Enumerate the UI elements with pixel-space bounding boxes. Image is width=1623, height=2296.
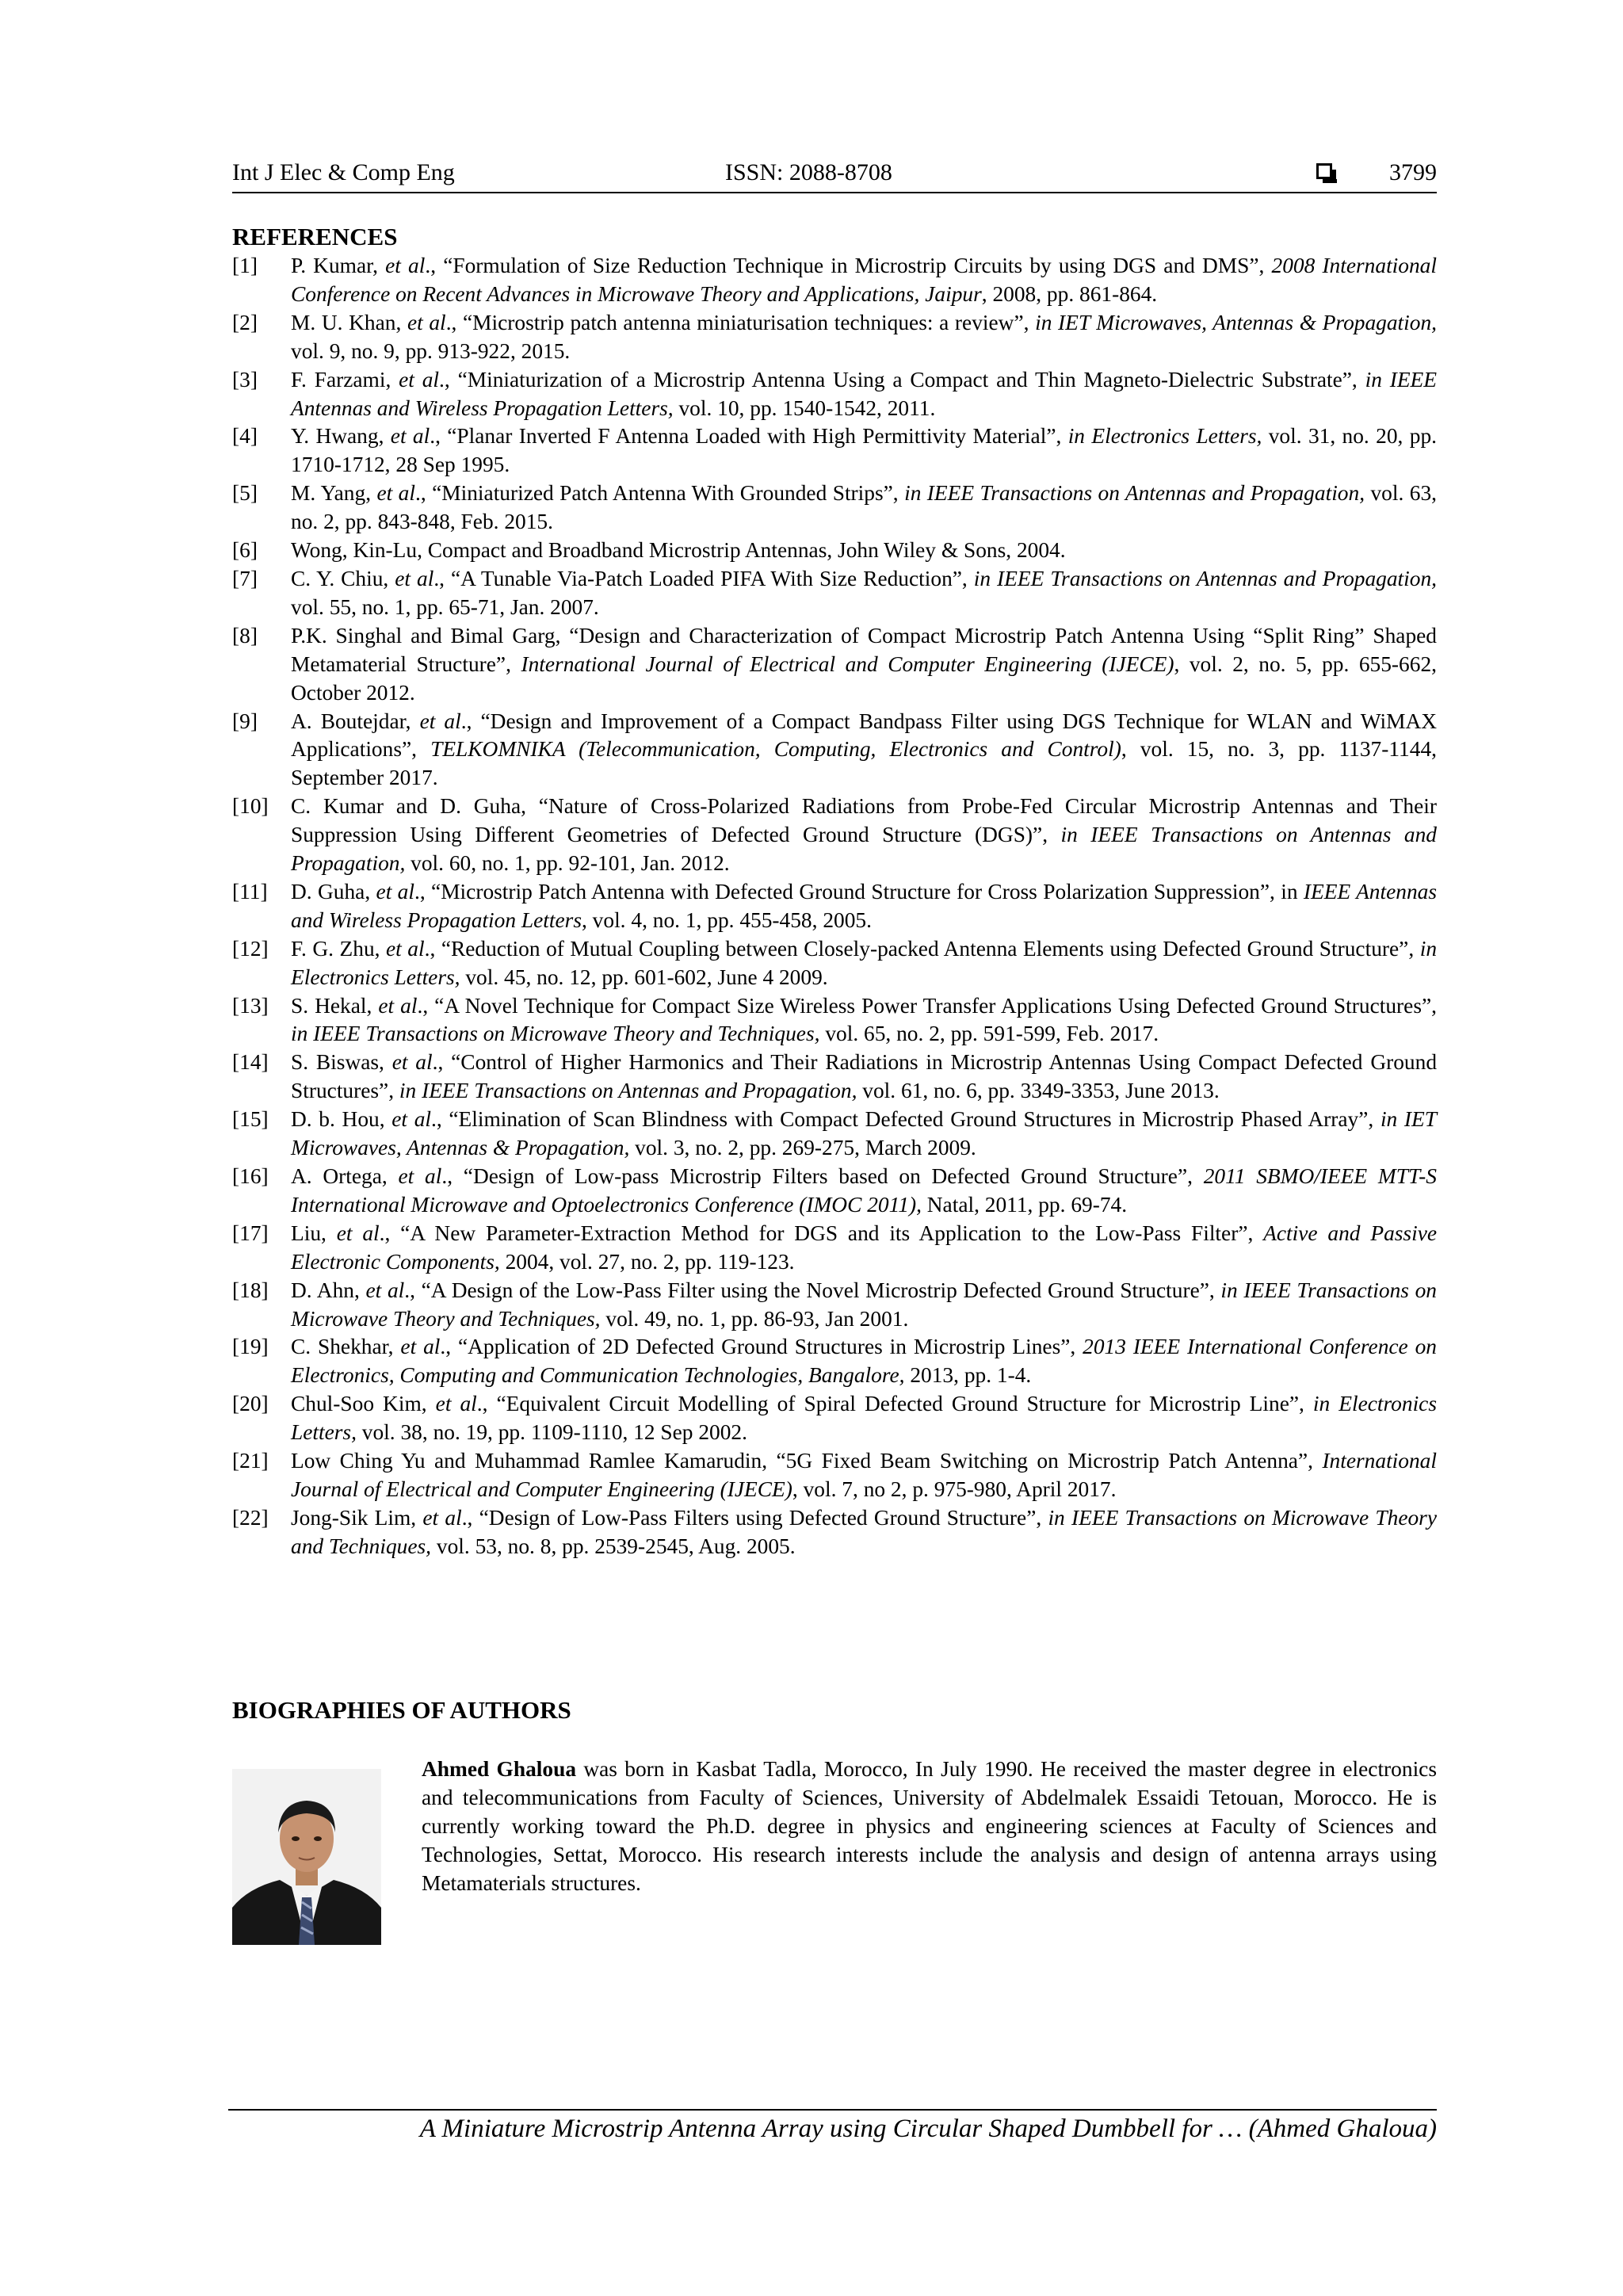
reference-text xyxy=(291,1333,1437,1390)
reference-number: [15] xyxy=(232,1107,269,1132)
reference-italic: in IEEE Transactions on Antennas and Propagation, xyxy=(399,1079,857,1103)
reference-number: [8] xyxy=(232,623,258,648)
reference-number: [5] xyxy=(232,481,258,506)
reference-italic: et al xyxy=(391,1107,432,1132)
reference-text xyxy=(291,1277,1437,1334)
reference-text xyxy=(291,252,1437,309)
reference-fragment: 2004, vol. 27, no. 2, pp. 119-123. xyxy=(499,1249,795,1274)
reference-number: [18] xyxy=(232,1278,269,1302)
reference-fragment: Liu, xyxy=(291,1221,337,1245)
reference-fragment: , vol. 15, no. 3, pp. 1137-1144, September 2017. xyxy=(291,737,1437,790)
reference-item xyxy=(232,878,1437,935)
reference-item xyxy=(232,479,1437,537)
reference-italic: et al xyxy=(378,993,418,1018)
reference-fragment: ., “Design of Low-Pass Filters using Defected Ground Structure”, xyxy=(461,1505,1048,1530)
reference-text xyxy=(291,708,1437,793)
reference-number: [16] xyxy=(232,1164,269,1188)
reference-text xyxy=(291,422,1437,479)
reference-fragment: vol. 63, no. 2, pp. 843-848, Feb. 2015. xyxy=(291,481,1437,534)
reference-italic: in Electronics Letters, xyxy=(291,1392,1437,1445)
reference-italic: et al xyxy=(419,709,461,733)
reference-fragment: vol. 49, no. 1, pp. 86-93, Jan 2001. xyxy=(600,1306,909,1331)
reference-italic: IEEE Antennas and Wireless Propagation Letters xyxy=(291,879,1438,932)
reference-italic: et al xyxy=(407,310,446,334)
reference-text xyxy=(291,366,1437,423)
reference-number: [10] xyxy=(232,794,269,819)
reference-fragment: M. Yang, xyxy=(291,481,377,506)
reference-italic: 2011 SBMO/IEEE MTT-S International Microwave and Optoelectronics Conference (IMOC 2011), xyxy=(291,1164,1437,1217)
reference-italic: et al xyxy=(435,1392,477,1416)
reference-item xyxy=(232,935,1437,992)
reference-fragment: ., “Application of 2D Defected Ground Structures in Microstrip Lines”, xyxy=(440,1335,1083,1359)
reference-italic: International Journal of Electrical and Computer Engineering (IJECE) xyxy=(291,1449,1437,1501)
reference-fragment: vol. 65, no. 2, pp. 591-599, Feb. 2017. xyxy=(819,1022,1159,1046)
reference-italic: 2008 International Conference on Recent Advances in Microwave Theory and Applications, Jaipur xyxy=(291,254,1437,306)
reference-fragment: ., “A Novel Technique for Compact Size Wireless Power Transfer Applications Using Defected Ground Structures”, xyxy=(417,993,1437,1018)
reference-fragment: ., “Planar Inverted F Antenna Loaded with High Permittivity Material”, xyxy=(430,424,1068,449)
reference-item xyxy=(232,793,1437,878)
reference-item xyxy=(232,1220,1437,1277)
reference-italic: et al xyxy=(390,424,430,449)
reference-fragment: C. Kumar and D. Guha, “Nature of Cross-Polarized Radiations from Probe-Fed Circular Microstrip Antennas and Their Suppression Using Different Geometries of Defected Ground Structure (DGS)”, xyxy=(291,794,1437,847)
reference-fragment: ., “Microstrip patch antenna miniaturisation techniques: a review”, xyxy=(445,310,1036,334)
reference-italic: et al xyxy=(422,1505,462,1530)
journal-abbreviation: Int J Elec & Comp Eng xyxy=(232,159,455,185)
reference-fragment: ., “A New Parameter-Extraction Method for DGS and its Application to the Low-Pass Filter”, xyxy=(379,1221,1264,1245)
reference-text xyxy=(291,878,1437,935)
biography-text: was born in Kasbat Tadla, Morocco, In July 1990. He received the master degree in electronics and telecommunications from Faculty of Sciences, University of Abdelmalek Essaidi Tetouan, Morocco. He is currently working toward the Ph.D. degree in physics and engineering sciences at Faculty of Sciences and Technologies, Settat, Morocco. His research interests include the analysis and design of antenna arrays using Metamaterials structures. xyxy=(422,1757,1437,1895)
reference-text xyxy=(291,309,1437,366)
reference-number: [11] xyxy=(232,879,268,904)
reference-item xyxy=(232,1390,1437,1447)
reference-italic: in Electronics Letters, xyxy=(291,936,1438,989)
reference-fragment: ., “Miniaturized Patch Antenna With Grounded Strips”, xyxy=(414,481,905,506)
reference-item xyxy=(232,1447,1437,1504)
reference-fragment: vol. 3, no. 2, pp. 269-275, March 2009. xyxy=(629,1136,976,1160)
reference-italic: et al xyxy=(376,879,414,904)
reference-number: [17] xyxy=(232,1221,269,1245)
reference-fragment: C. Y. Chiu, xyxy=(291,566,395,590)
reference-fragment: ., “Microstrip Patch Antenna with Defected Ground Structure for Cross Polarization Suppression”, in xyxy=(414,879,1304,904)
reference-italic: Active and Passive Electronic Components, xyxy=(291,1221,1438,1274)
reference-fragment: P.K. Singhal and Bimal Garg, “Design and Characterization of Compact Microstrip Patch Antenna Using “Split Ring” Shaped Metamaterial Structure”, xyxy=(291,623,1437,676)
reference-fragment: D. b. Hou, xyxy=(291,1107,392,1132)
reference-fragment: F. Farzami, xyxy=(291,367,399,392)
reference-text xyxy=(291,935,1437,992)
reference-number: [12] xyxy=(232,936,269,961)
reference-text xyxy=(291,793,1437,878)
reference-italic: et al xyxy=(399,367,440,392)
reference-fragment: P. Kumar, xyxy=(291,254,386,277)
references-heading: REFERENCES xyxy=(232,223,398,250)
reference-number: [22] xyxy=(232,1505,269,1530)
reference-text xyxy=(291,622,1437,708)
reference-fragment: , vol. 4, no. 1, pp. 455-458, 2005. xyxy=(581,907,872,932)
reference-text xyxy=(291,565,1437,622)
reference-italic: et al xyxy=(365,1278,405,1302)
reference-fragment: vol. 53, no. 8, pp. 2539-2545, Aug. 2005. xyxy=(431,1534,796,1558)
reference-italic: in IEEE Transactions on Antennas and Propagation, xyxy=(904,481,1365,506)
reference-italic: in IEEE Transactions on Microwave Theory and Techniques, xyxy=(291,1505,1437,1558)
reference-text xyxy=(291,1163,1437,1220)
reference-fragment: vol. 60, no. 1, pp. 92-101, Jan. 2012. xyxy=(405,851,730,876)
checkbox-square-icon xyxy=(1316,163,1332,179)
reference-text xyxy=(291,1106,1437,1163)
reference-item xyxy=(232,1163,1437,1220)
reference-item xyxy=(232,992,1437,1049)
reference-number: [14] xyxy=(232,1050,269,1075)
reference-number: [19] xyxy=(232,1335,269,1359)
reference-fragment: , 2008, pp. 861-864. xyxy=(981,281,1158,306)
reference-italic: in IEEE Transactions on Microwave Theory and Techniques, xyxy=(291,1022,820,1046)
reference-item xyxy=(232,1049,1437,1106)
reference-fragment: Jong-Sik Lim, xyxy=(291,1505,423,1530)
reference-number: [7] xyxy=(232,566,258,590)
reference-fragment: ., “Control of Higher Harmonics and Their Radiations in Microstrip Antennas Using Compact Defected Ground Structures”, xyxy=(291,1050,1438,1103)
reference-item xyxy=(232,366,1437,423)
reference-fragment: Wong, Kin-Lu, Compact and Broadband Microstrip Antennas, John Wiley & Sons, 2004. xyxy=(291,538,1066,563)
reference-fragment: , vol. 7, no 2, p. 975-980, April 2017. xyxy=(792,1477,1117,1501)
reference-fragment: Chul-Soo Kim, xyxy=(291,1392,436,1416)
reference-fragment: ., “Equivalent Circuit Modelling of Spiral Defected Ground Structure for Microstrip Line”, xyxy=(476,1392,1313,1416)
reference-fragment: D. Guha, xyxy=(291,879,376,904)
reference-italic: et al xyxy=(376,481,415,506)
reference-number: [21] xyxy=(232,1449,269,1473)
reference-fragment: vol. 55, no. 1, pp. 65-71, Jan. 2007. xyxy=(291,594,599,619)
reference-italic: in Electronics Letters, xyxy=(1067,424,1262,449)
running-header xyxy=(232,155,1437,193)
reference-fragment: ., “Formulation of Size Reduction Technique in Microstrip Circuits by using DGS and DMS”, xyxy=(425,254,1272,277)
issn: ISSN: 2088-8708 xyxy=(725,159,892,185)
reference-fragment: C. Shekhar, xyxy=(291,1335,401,1359)
biographies-heading: BIOGRAPHIES OF AUTHORS xyxy=(232,1696,571,1724)
reference-italic: in IEEE Transactions on Antennas and Propagation, xyxy=(973,566,1438,590)
reference-item xyxy=(232,1106,1437,1163)
reference-item xyxy=(232,565,1437,622)
reference-number: [9] xyxy=(232,709,258,733)
reference-number: [20] xyxy=(232,1392,269,1416)
reference-text xyxy=(291,1049,1437,1106)
reference-text xyxy=(291,992,1437,1049)
reference-text xyxy=(291,479,1437,537)
reference-fragment: Low Ching Yu and Muhammad Ramlee Kamarudin, “5G Fixed Beam Switching on Microstrip Patch Antenna”, xyxy=(291,1449,1323,1473)
reference-italic: et al xyxy=(398,1164,442,1188)
reference-fragment: ., “A Design of the Low-Pass Filter using the Novel Microstrip Defected Ground Structure”, xyxy=(404,1278,1221,1302)
reference-italic: et al xyxy=(391,1050,433,1075)
reference-italic: TELKOMNIKA (Telecommunication, Computing, Electronics and Control) xyxy=(430,737,1121,762)
author-name: Ahmed Ghaloua xyxy=(422,1757,577,1781)
reference-italic: in IET Microwaves, Antennas & Propagation, xyxy=(1035,310,1438,334)
reference-fragment: ., “Reduction of Mutual Coupling between Closely-packed Antenna Elements using Defected Ground Structure”, xyxy=(424,936,1420,961)
reference-text xyxy=(291,1220,1437,1277)
reference-italic: et al xyxy=(386,936,425,961)
reference-item xyxy=(232,422,1437,479)
reference-italic: et al xyxy=(385,254,426,277)
reference-fragment: D. Ahn, xyxy=(291,1278,366,1302)
reference-number: [6] xyxy=(232,538,258,563)
reference-fragment: S. Hekal, xyxy=(291,993,379,1018)
reference-item xyxy=(232,309,1437,366)
reference-fragment: , vol. 2, no. 5, pp. 655-662, October 2012. xyxy=(291,651,1437,705)
reference-fragment: ., “Design of Low-pass Microstrip Filters based on Defected Ground Structure”, xyxy=(441,1164,1204,1188)
reference-italic: in IEEE Transactions on Antennas and Propagation, xyxy=(291,823,1437,876)
reference-fragment: vol. 31, no. 20, pp. 1710-1712, 28 Sep 1995. xyxy=(291,424,1437,477)
reference-fragment: vol. 61, no. 6, pp. 3349-3353, June 2013. xyxy=(857,1079,1220,1103)
reference-fragment: vol. 45, no. 12, pp. 601-602, June 4 2009. xyxy=(460,965,828,989)
reference-number: [3] xyxy=(232,367,258,392)
reference-item xyxy=(232,1277,1437,1334)
footer-rule xyxy=(228,2109,1437,2111)
reference-fragment: ., “Elimination of Scan Blindness with Compact Defected Ground Structures in Microstrip Phased Array”, xyxy=(431,1107,1381,1132)
reference-italic: in IEEE Antennas and Wireless Propagation Letters, xyxy=(291,367,1438,420)
author-photo xyxy=(232,1769,381,1945)
reference-italic: International Journal of Electrical and Computer Engineering (IJECE) xyxy=(521,651,1174,676)
reference-fragment: F. G. Zhu, xyxy=(291,936,387,961)
reference-italic: in IET Microwaves, Antennas & Propagation, xyxy=(291,1107,1438,1160)
reference-italic: 2013 IEEE International Conference on Electronics, Computing and Communication Technologies, Bangalore, xyxy=(291,1335,1437,1388)
reference-item xyxy=(232,252,1437,309)
reference-fragment: ., “Miniaturization of a Microstrip Antenna Using a Compact and Thin Magneto-Dielectric Substrate”, xyxy=(439,367,1365,392)
reference-text xyxy=(291,537,1437,565)
reference-item xyxy=(232,708,1437,793)
reference-fragment: Y. Hwang, xyxy=(291,424,391,449)
reference-fragment: vol. 9, no. 9, pp. 913-922, 2015. xyxy=(291,338,571,363)
reference-italic: et al xyxy=(395,566,434,590)
reference-fragment: 2013, pp. 1-4. xyxy=(904,1363,1032,1388)
reference-fragment: vol. 10, pp. 1540-1542, 2011. xyxy=(673,395,936,420)
reference-number: [2] xyxy=(232,310,258,334)
reference-number: [13] xyxy=(232,993,269,1018)
author-portrait-icon xyxy=(232,1769,381,1945)
reference-number: [1] xyxy=(232,254,258,277)
reference-fragment: A. Boutejdar, xyxy=(291,709,420,733)
page-number: 3799 xyxy=(1389,159,1437,185)
reference-fragment: Natal, 2011, pp. 69-74. xyxy=(921,1192,1128,1217)
reference-item xyxy=(232,1504,1437,1561)
reference-fragment: M. U. Khan, xyxy=(291,310,407,334)
author-biography xyxy=(422,1755,1437,1898)
reference-item xyxy=(232,537,1437,565)
reference-italic: et al xyxy=(400,1335,441,1359)
reference-fragment: S. Biswas, xyxy=(291,1050,392,1075)
reference-text xyxy=(291,1504,1437,1561)
reference-text xyxy=(291,1390,1437,1447)
reference-fragment: vol. 38, no. 19, pp. 1109-1110, 12 Sep 2002. xyxy=(356,1420,747,1445)
reference-italic: et al xyxy=(336,1221,380,1245)
reference-italic: in IEEE Transactions on Microwave Theory and Techniques, xyxy=(291,1278,1437,1331)
reference-text xyxy=(291,1447,1437,1504)
running-footer: A Miniature Microstrip Antenna Array using Circular Shaped Dumbbell for … (Ahmed Ghaloua) xyxy=(419,2115,1437,2143)
reference-item xyxy=(232,1333,1437,1390)
reference-number: [4] xyxy=(232,424,258,449)
reference-fragment: A. Ortega, xyxy=(291,1164,399,1188)
references-list xyxy=(232,252,1437,1561)
reference-fragment: ., “Design and Improvement of a Compact Bandpass Filter using DGS Technique for WLAN and WiMAX Applications”, xyxy=(291,709,1438,762)
reference-fragment: ., “A Tunable Via-Patch Loaded PIFA With Size Reduction”, xyxy=(433,566,974,590)
reference-item xyxy=(232,622,1437,708)
